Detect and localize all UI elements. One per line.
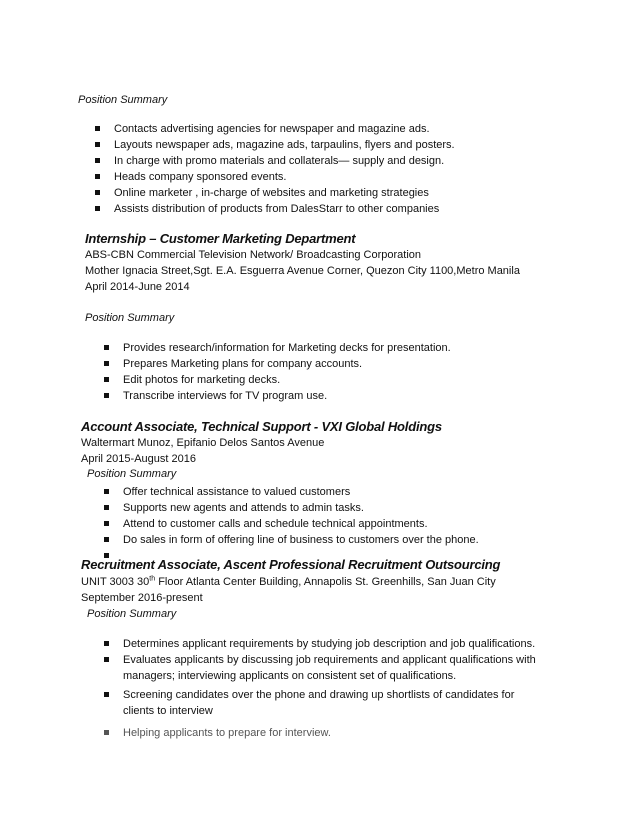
bullet-text: Supports new agents and attends to admin tasks.: [123, 502, 364, 514]
recruit-dates: September 2016-present: [81, 592, 203, 604]
address-superscript: th: [149, 575, 156, 583]
square-bullet-icon: [104, 505, 109, 510]
square-bullet-icon: [104, 393, 109, 398]
square-bullet-icon: [95, 190, 100, 195]
bullet-text: In charge with promo materials and collaterals— supply and design.: [114, 155, 445, 167]
vxi-address: Waltermart Munoz, Epifanio Delos Santos Avenue: [81, 437, 325, 449]
bullet-text: Helping applicants to prepare for interview.: [123, 727, 331, 739]
internship-dates: April 2014-June 2014: [85, 281, 190, 293]
position-summary-label: Position Summary: [87, 608, 177, 620]
address-part: UNIT 3003 30: [81, 576, 150, 588]
bullet-text: Heads company sponsored events.: [114, 171, 287, 183]
bullet-text: Edit photos for marketing decks.: [123, 374, 281, 386]
square-bullet-icon: [104, 489, 109, 494]
square-bullet-icon: [104, 377, 109, 382]
position-summary-label: Position Summary: [78, 94, 168, 106]
square-bullet-icon: [104, 361, 109, 366]
internship-address: Mother Ignacia Street,Sgt. E.A. Esguerra Avenue Corner, Quezon City 1100,Metro Manila: [85, 265, 520, 277]
bullet-text: Online marketer , in-charge of websites and marketing strategies: [114, 187, 429, 199]
bullet-text: Offer technical assistance to valued customers: [123, 486, 351, 498]
position-summary-label: Position Summary: [85, 312, 175, 324]
recruit-address: [81, 576, 496, 588]
bullet-text: Do sales in form of offering line of business to customers over the phone.: [123, 534, 479, 546]
square-bullet-icon: [104, 657, 109, 662]
bullet-text: Layouts newspaper ads, magazine ads, tarpaulins, flyers and posters.: [114, 139, 455, 151]
address-part: Floor Atlanta Center Building, Annapolis St. Greenhills, San Juan City: [155, 576, 496, 588]
square-bullet-icon: [104, 730, 109, 735]
bullet-text: Attend to customer calls and schedule technical appointments.: [123, 518, 428, 530]
vxi-heading: Account Associate, Technical Support - VXI Global Holdings: [81, 419, 442, 434]
bullet-text: Contacts advertising agencies for newspaper and magazine ads.: [114, 123, 430, 135]
square-bullet-icon: [95, 206, 100, 211]
square-bullet-icon: [95, 142, 100, 147]
bullet-text: Prepares Marketing plans for company accounts.: [123, 358, 363, 370]
position-summary-label: Position Summary: [87, 468, 177, 480]
internship-company: ABS-CBN Commercial Television Network/ Broadcasting Corporation: [85, 249, 422, 261]
internship-heading: Internship – Customer Marketing Department: [85, 231, 356, 246]
recruit-heading: Recruitment Associate, Ascent Professional Recruitment Outsourcing: [81, 557, 501, 572]
square-bullet-icon: [104, 692, 109, 697]
bullet-text: Provides research/information for Marketing decks for presentation.: [123, 342, 451, 354]
bullet-text: Transcribe interviews for TV program use.: [123, 390, 328, 402]
bullet-text: Assists distribution of products from DalesStarr to other companies: [114, 203, 440, 215]
vxi-dates: April 2015-August 2016: [81, 453, 196, 465]
square-bullet-icon: [95, 126, 100, 131]
bullet-text: Screening candidates over the phone and drawing up shortlists of candidates for clients to interview: [123, 689, 515, 717]
square-bullet-icon: [95, 174, 100, 179]
square-bullet-icon: [95, 158, 100, 163]
square-bullet-icon: [104, 641, 109, 646]
square-bullet-icon: [104, 345, 109, 350]
square-bullet-icon: [104, 521, 109, 526]
bullet-text: Evaluates applicants by discussing job requirements and applicant qualifications with managers; interviewing applicants on consistent set of qualifications.: [123, 654, 536, 682]
square-bullet-icon: [104, 537, 109, 542]
bullet-text: Determines applicant requirements by studying job description and job qualifications.: [123, 638, 536, 650]
